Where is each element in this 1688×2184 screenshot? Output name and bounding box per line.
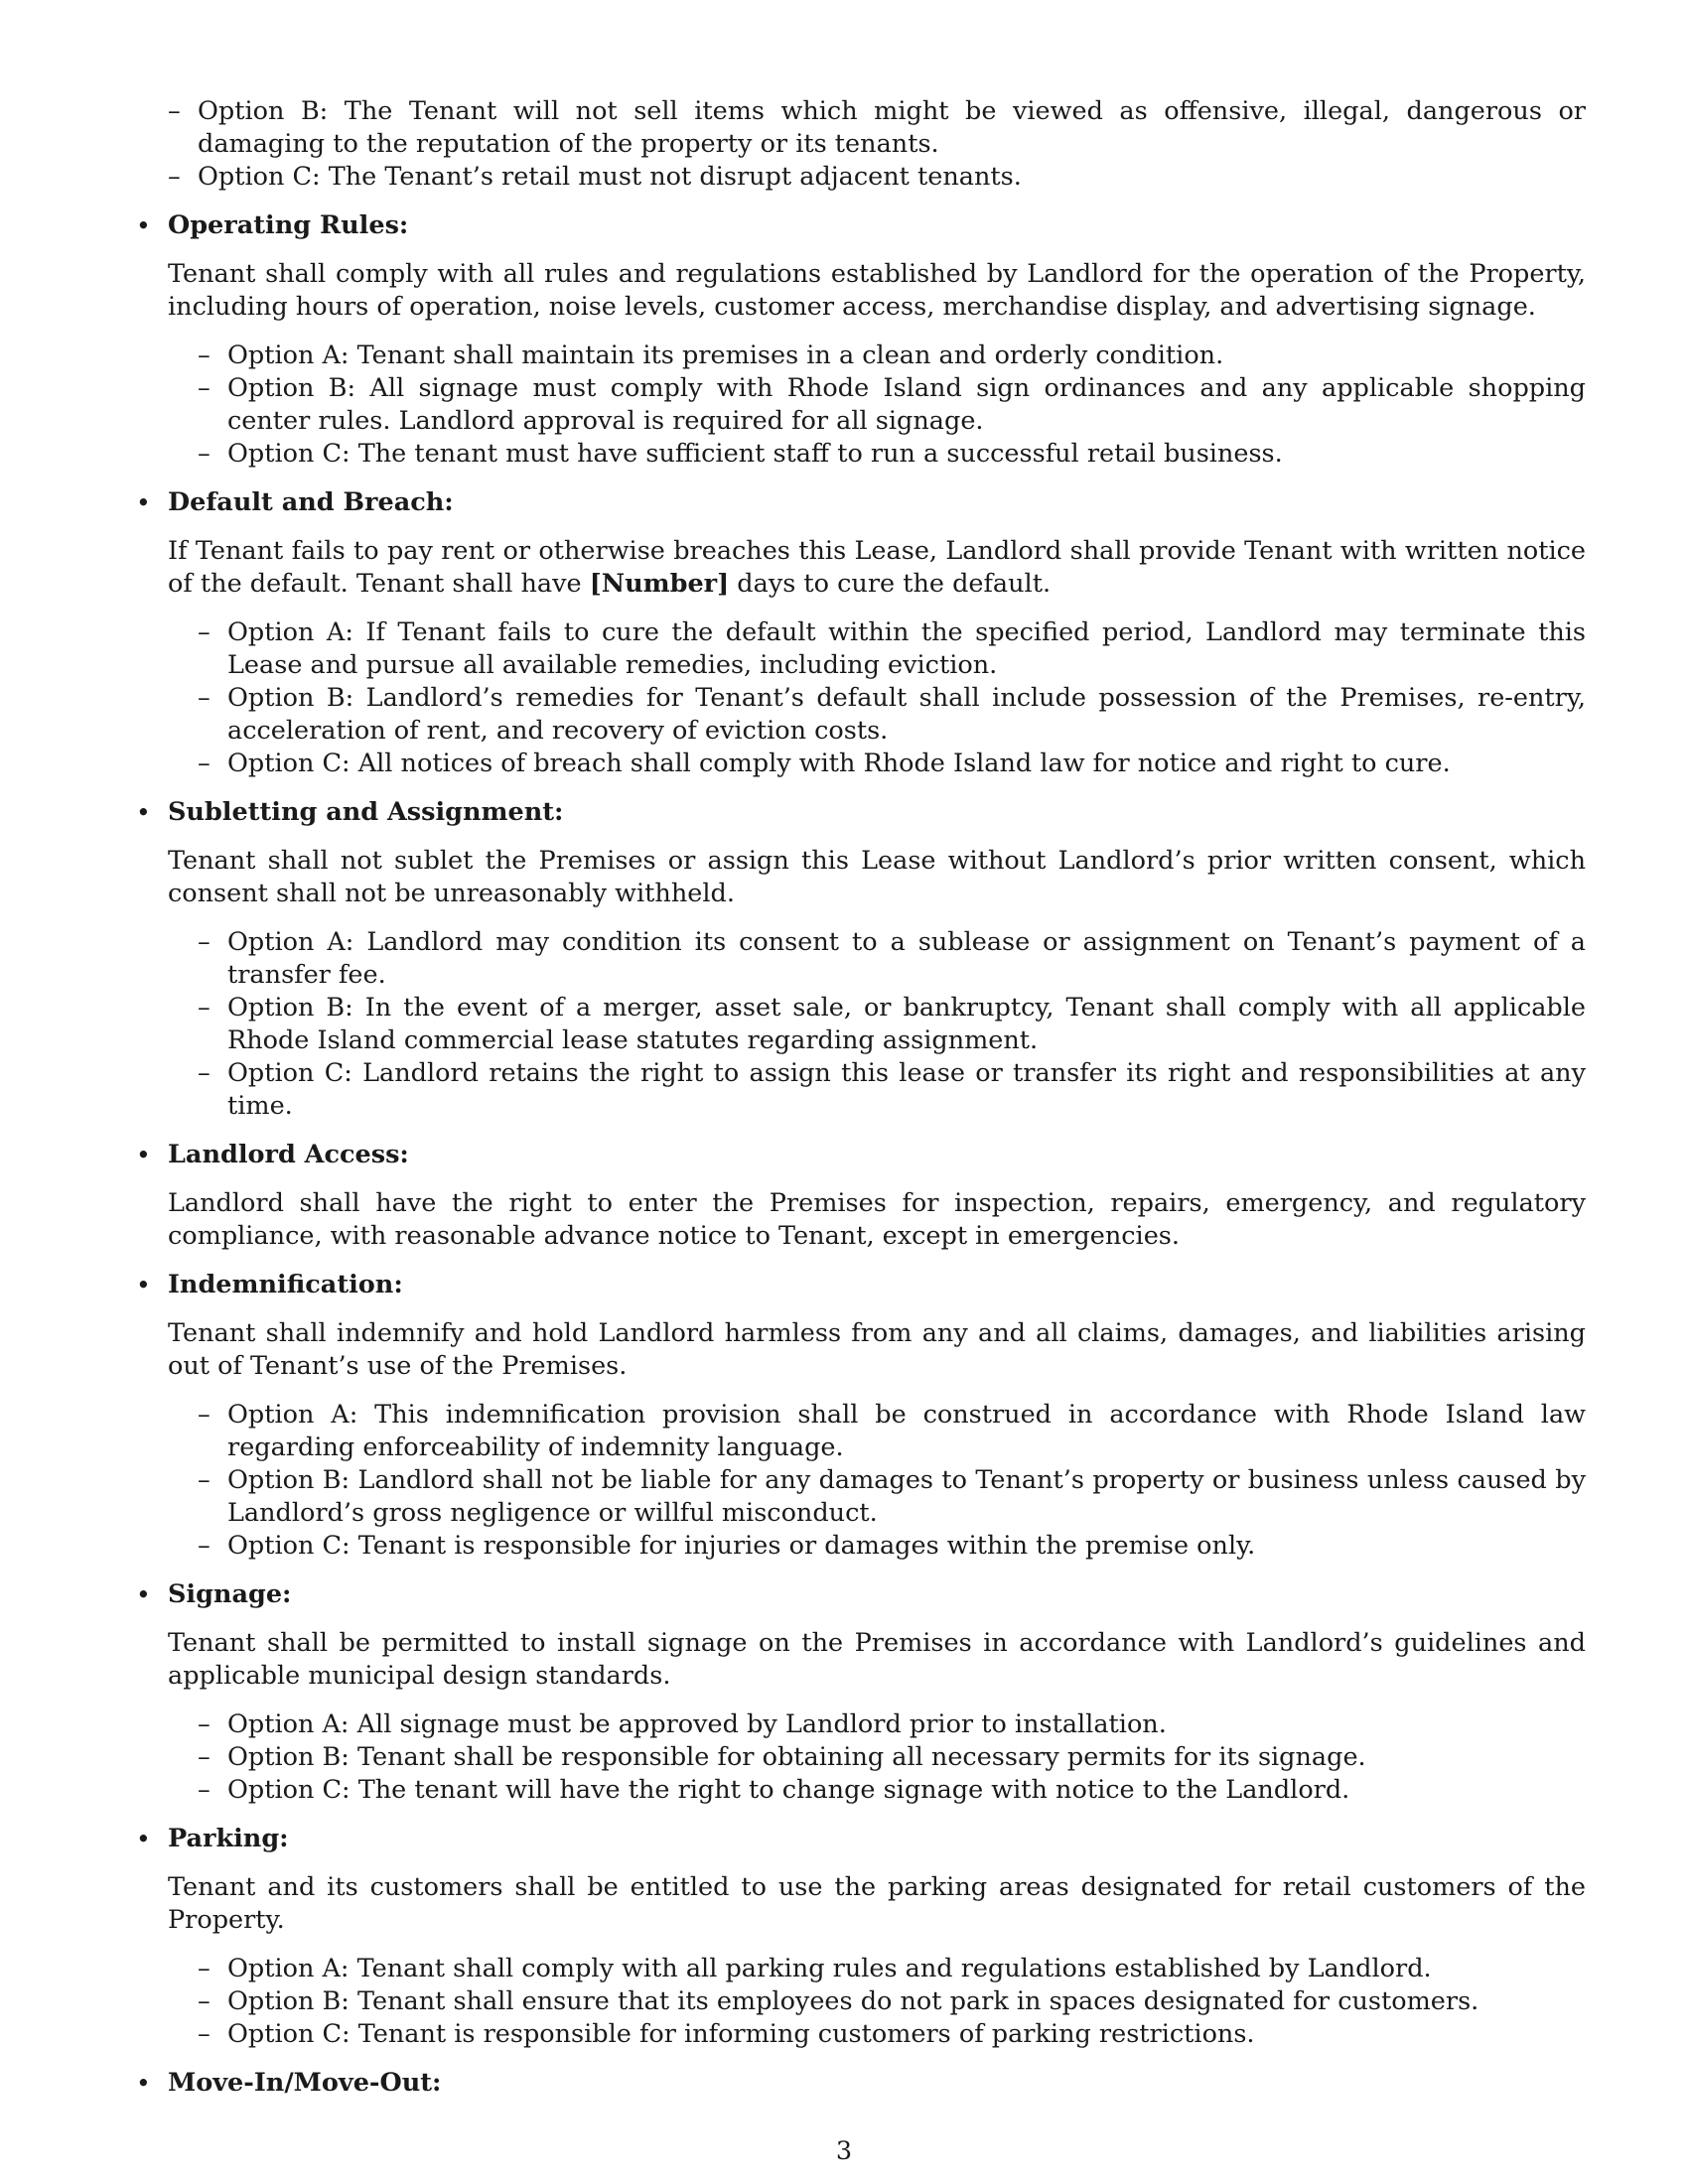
section-paragraph: Tenant shall indemnify and hold Landlord harmless from any and all claims, damages, and liabilities arising out of Tenant’s use of the Premises. [168,1318,1586,1381]
section-heading: Indemnification: [168,1270,403,1299]
section-paragraph: Tenant shall not sublet the Premises or assign this Lease without Landlord’s prior written consent, which consent shall not be unreasonably withheld. [168,846,1586,908]
option-item: – Option C: Tenant is responsible for informing customers of parking restrictions. [198,2018,1586,2051]
option-item: – Option A: Tenant shall comply with all parking rules and regulations established by Landlord. [198,1953,1586,1985]
options-list [168,340,1586,471]
option-item: – Option C: All notices of breach shall comply with Rhode Island law for notice and right to cure. [198,748,1586,780]
option-item: – Option A: This indemnification provision shall be construed in accordance with Rhode Island law regarding enforceability of indemnity language. [198,1399,1586,1464]
bullet-icon: • [136,211,151,240]
bullet-icon: • [136,1825,151,1853]
bullet-icon: • [136,1141,151,1169]
section-paragraph [168,535,1586,601]
section-heading: Default and Breach: [168,487,454,517]
bullet-icon: • [136,798,151,827]
option-item: – Option A: Landlord may condition its consent to a sublease or assignment on Tenant’s payment of a transfer fee. [198,926,1586,992]
section-paragraph: Tenant shall comply with all rules and regulations established by Landlord for the operation of the Property, including hours of operation, noise levels, customer access, merchandise display, and advertising signage. [168,259,1586,322]
option-item: – Option B: All signage must comply with Rhode Island sign ordinances and any applicable shopping center rules. Landlord approval is required for all signage. [198,372,1586,438]
section-paragraph: Landlord shall have the right to enter the Premises for inspection, repairs, emergency, and regulatory compliance, with reasonable advance notice to Tenant, except in emergencies. [168,1188,1586,1251]
option-item: – Option C: Tenant is responsible for injuries or damages within the premise only. [198,1530,1586,1563]
paragraph-text: If Tenant fails to pay rent or otherwise breaches this Lease, Landlord shall provide Tenant with written notice of the default. Tenant shall have [168,536,1586,599]
section-default-and-breach [136,486,1586,780]
document-body [136,95,1586,2100]
option-item: – Option B: In the event of a merger, asset sale, or bankruptcy, Tenant shall comply with all applicable Rhode Island commercial lease statutes regarding assignment. [198,992,1586,1057]
section-subletting-and-assignment [136,796,1586,1123]
section-indemnification [136,1269,1586,1563]
option-item: – Option A: If Tenant fails to cure the default within the specified period, Landlord may terminate this Lease and pursue all available remedies, including eviction. [198,616,1586,682]
option-item: – Option B: Landlord’s remedies for Tenant’s default shall include possession of the Premises, re-entry, acceleration of rent, and recovery of eviction costs. [198,682,1586,748]
option-item: – Option A: All signage must be approved by Landlord prior to installation. [198,1708,1586,1741]
options-list [168,1399,1586,1563]
section-heading: Subletting and Assignment: [168,797,564,827]
section-operating-rules [136,209,1586,471]
section-landlord-access [136,1139,1586,1253]
paragraph-text: days to cure the default. [729,569,1052,599]
option-item: – Option B: Landlord shall not be liable for any damages to Tenant’s property or business unless caused by Landlord’s gross negligence or willful misconduct. [198,1464,1586,1530]
bullet-icon: • [136,488,151,517]
section-signage [136,1578,1586,1807]
option-item: – Option C: The tenant will have the right to change signage with notice to the Landlord. [198,1774,1586,1807]
page-number: 3 [835,2136,853,2166]
placeholder-number: [Number] [589,569,730,599]
option-item: – Option B: Tenant shall ensure that its employees do not park in spaces designated for customers. [198,1985,1586,2018]
section-heading: Signage: [168,1579,292,1609]
option-item: – Option B: Tenant shall be responsible for obtaining all necessary permits for its signage. [198,1741,1586,1774]
section-move-in-move-out [136,2067,1586,2100]
options-list [168,1708,1586,1807]
section-heading: Move-In/Move-Out: [168,2068,442,2098]
section-heading: Parking: [168,1824,289,1853]
section-heading: Operating Rules: [168,210,409,240]
options-list [168,926,1586,1123]
bullet-icon: • [136,1271,151,1299]
option-item: – Option C: The Tenant’s retail must not disrupt adjacent tenants. [168,161,1586,194]
continued-options-list [136,95,1586,194]
bullet-icon: • [136,1580,151,1609]
option-item: – Option C: The tenant must have sufficient staff to run a successful retail business. [198,438,1586,471]
bullet-icon: • [136,2069,151,2098]
section-paragraph: Tenant shall be permitted to install signage on the Premises in accordance with Landlord’s guidelines and applicable municipal design standards. [168,1628,1586,1691]
section-heading: Landlord Access: [168,1140,409,1169]
option-item: – Option A: Tenant shall maintain its premises in a clean and orderly condition. [198,340,1586,372]
section-parking [136,1823,1586,2051]
options-list [168,616,1586,780]
options-list [168,1953,1586,2051]
option-item: – Option C: Landlord retains the right to assign this lease or transfer its right and responsibilities at any time. [198,1057,1586,1123]
section-paragraph: Tenant and its customers shall be entitled to use the parking areas designated for retail customers of the Property. [168,1872,1586,1935]
option-item: – Option B: The Tenant will not sell items which might be viewed as offensive, illegal, dangerous or damaging to the reputation of the property or its tenants. [168,95,1586,161]
